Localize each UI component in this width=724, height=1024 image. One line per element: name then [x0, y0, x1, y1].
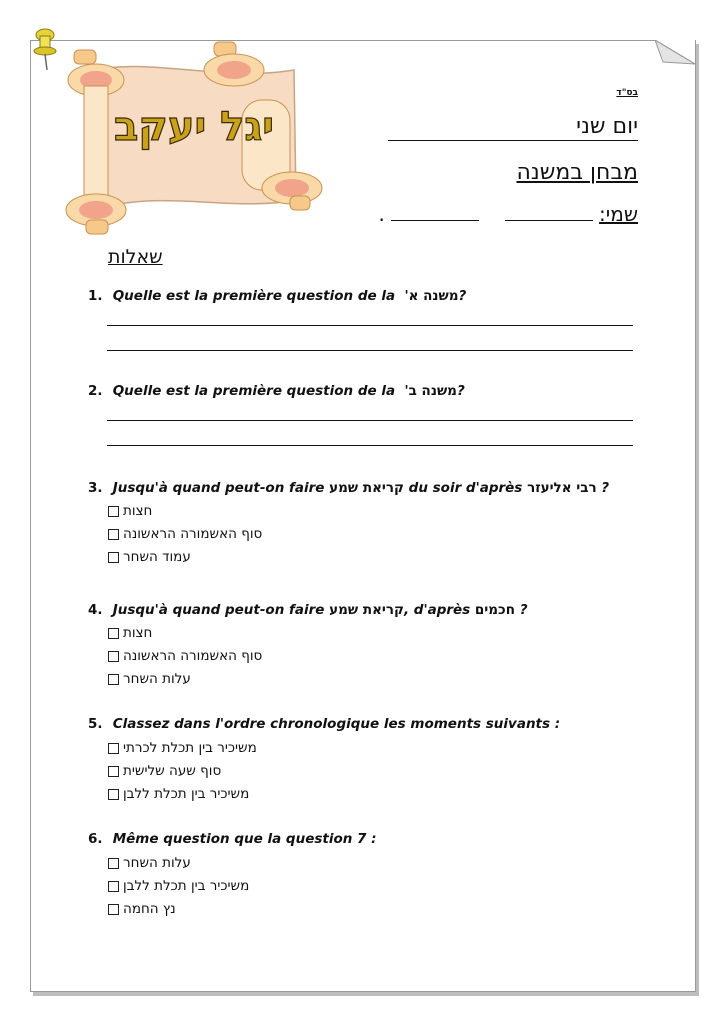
checkbox[interactable] [108, 674, 119, 685]
option-4-1[interactable]: חצות [108, 625, 152, 641]
answer-line-2b[interactable] [107, 445, 633, 446]
question-3: 3. Jusqu'à quand peut-on faire קריאת שמע du soir d'après רבי אליעזר ? [88, 480, 610, 496]
question-text: Quelle est la première question de la [112, 383, 396, 399]
option-5-3[interactable]: משיכיר בין תכלת ללבן [108, 786, 249, 802]
option-5-2[interactable]: סוף שעה שלישית [108, 763, 221, 779]
option-5-1[interactable]: משיכיר בין תכלת לכרתי [108, 740, 257, 756]
question-text: Quelle est la première question de la [112, 288, 396, 304]
question-6 [88, 831, 377, 847]
name-label: שמי: [599, 202, 638, 226]
question-text: Classez dans l'ordre chronologique les moments suivants : [112, 716, 561, 732]
checkbox[interactable] [108, 904, 119, 915]
question-5 [88, 716, 560, 732]
option-3-3[interactable]: עמוד השחר [108, 549, 191, 565]
answer-line-2a[interactable] [107, 420, 633, 421]
answer-line-1a[interactable] [107, 325, 633, 326]
checkbox[interactable] [108, 789, 119, 800]
checkbox[interactable] [108, 506, 119, 517]
option-6-3[interactable]: נץ החמה [108, 901, 176, 917]
day-title: יום שני [388, 114, 638, 141]
option-6-2[interactable]: משיכיר בין תכלת ללבן [108, 878, 249, 894]
last-name-blank[interactable] [391, 204, 479, 221]
question-text: Jusqu'à quand peut-on faire [112, 480, 325, 496]
option-4-2[interactable]: סוף האשמורה הראשונה [108, 648, 262, 664]
checkbox[interactable] [108, 628, 119, 639]
checkbox[interactable] [108, 881, 119, 892]
question-hebrew-2: חכמים [474, 602, 515, 618]
question-number: 6. [88, 831, 103, 847]
question-hebrew: קריאת שמע [329, 480, 404, 496]
checkbox[interactable] [108, 743, 119, 754]
bsd-mark: בס"ד [616, 88, 638, 98]
checkbox[interactable] [108, 651, 119, 662]
name-row [379, 202, 638, 226]
logo-text: יגל יעקב [113, 104, 275, 150]
question-hebrew: משנה א' [404, 288, 459, 304]
question-text: Jusqu'à quand peut-on faire [112, 602, 325, 618]
questions-heading: שאלות [108, 246, 163, 268]
option-3-2[interactable]: סוף האשמורה הראשונה [108, 526, 262, 542]
question-4: 4. Jusqu'à quand peut-on faire קריאת שמע, d'après חכמים ? [88, 602, 528, 618]
option-4-3[interactable]: עלות השחר [108, 671, 191, 687]
answer-line-1b[interactable] [107, 350, 633, 351]
first-name-blank[interactable] [505, 204, 593, 221]
question-hebrew-2: רבי אליעזר [527, 480, 597, 496]
question-text: Même question que la question 7 : [112, 831, 377, 847]
question-number: 2. [88, 383, 103, 399]
question-2: 2. Quelle est la première question de la משנה ב'? [88, 383, 465, 399]
pushpin-icon [32, 26, 58, 72]
question-1: 1. Quelle est la première question de la משנה א'? [88, 288, 467, 304]
option-6-1[interactable]: עלות השחר [108, 855, 191, 871]
checkbox[interactable] [108, 529, 119, 540]
checkbox[interactable] [108, 552, 119, 563]
option-3-1[interactable]: חצות [108, 503, 152, 519]
question-number: 4. [88, 602, 103, 618]
torah-scroll-logo [64, 40, 334, 235]
question-number: 5. [88, 716, 103, 732]
name-end: . [378, 202, 385, 226]
folded-corner [655, 40, 695, 80]
question-hebrew: קריאת שמע [329, 602, 404, 618]
test-title: מבחן במשנה [516, 160, 638, 185]
question-number: 1. [88, 288, 103, 304]
checkbox[interactable] [108, 766, 119, 777]
question-number: 3. [88, 480, 103, 496]
question-hebrew: משנה ב' [404, 383, 457, 399]
checkbox[interactable] [108, 858, 119, 869]
